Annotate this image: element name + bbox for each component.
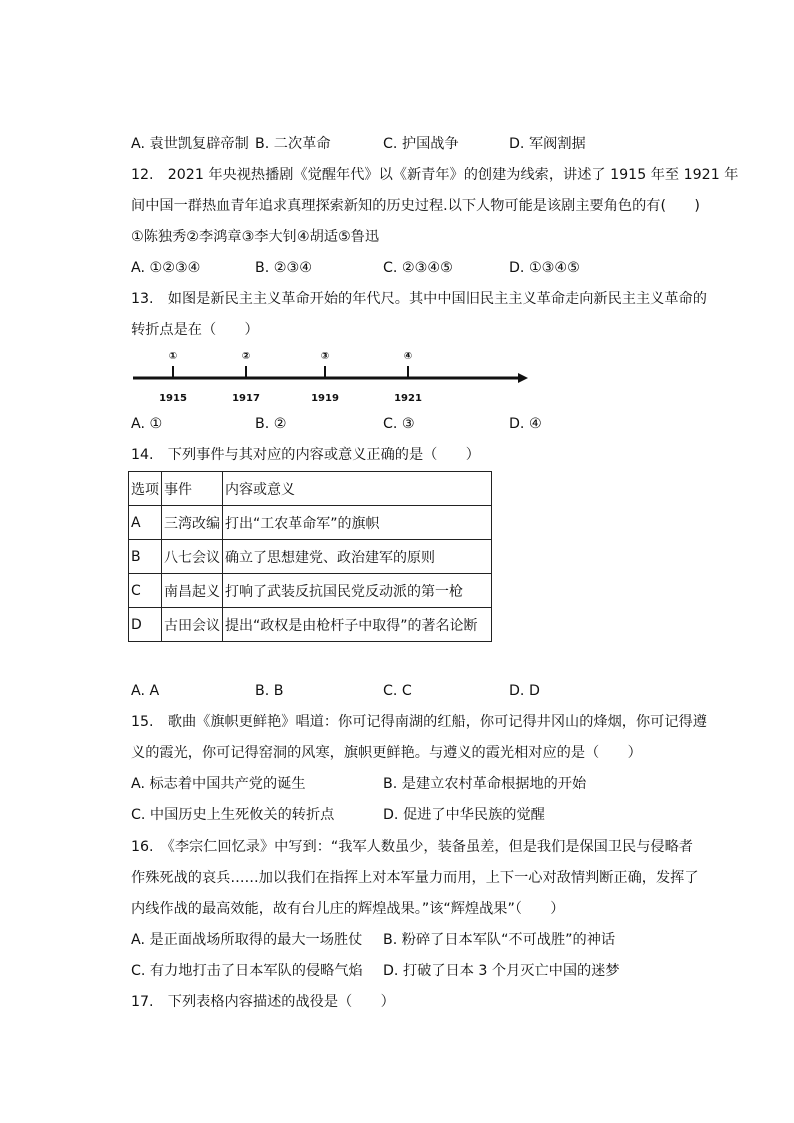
table-cell: B [129,540,162,574]
table-cell: 八七会议 [162,540,223,574]
q15-option-a: A. 标志着中国共产党的诞生 [131,776,306,792]
timeline-year-label: 1917 [232,393,260,404]
table-cell: C [129,574,162,608]
q12-option-d: D. ①③④⑤ [509,260,580,276]
q13-option-c: C. ③ [383,416,415,432]
timeline-figure [128,343,538,405]
q15-stem-line1: 15. 歌曲《旗帜更鲜艳》唱道：你可记得南湖的红船，你可记得井冈山的烽烟，你可记得遵 [131,714,707,730]
q15-option-d: D. 促进了中华民族的觉醒 [383,807,545,823]
q16-option-d: D. 打破了日本 3 个月灭亡中国的迷梦 [383,963,620,979]
q14-option-a: A. A [131,683,160,699]
timeline-arrow-icon [518,373,528,383]
table-cell: 三湾改编 [162,506,223,540]
table-cell: A [129,506,162,540]
q15-option-b: B. 是建立农村革命根据地的开始 [383,776,587,792]
q12-stem-line1: 12. 2021 年央视热播剧《觉醒年代》以《新青年》的创建为线索，讲述了 1915 年至 1921 年 [131,167,739,183]
q11-option-b: B. 二次革命 [255,136,331,152]
table-row [129,574,492,608]
q16-stem-line2: 作殊死战的哀兵……加以我们在指挥上对本军量力而用，上下一心对敌情判断正确，发挥了 [131,870,699,886]
table-cell: 确立了思想建党、政治建军的原则 [223,540,492,574]
table-header-row [129,472,492,506]
q11-option-d: D. 军阀割据 [509,136,586,152]
q11-option-a: A. 袁世凯复辟帝制 [131,136,249,152]
q13-option-a: A. ① [131,416,163,432]
q13-option-d: D. ④ [509,416,542,432]
q15-stem-line2: 义的霞光，你可记得窑洞的风寒，旗帜更鲜艳。与遵义的霞光相对应的是（ ） [131,745,642,761]
table-cell: 提出“政权是由枪杆子中取得”的著名论断 [223,608,492,642]
q12-option-b: B. ②③④ [255,260,312,276]
q12-stem-line2: 间中国一群热血青年追求真理探索新知的历史过程.以下人物可能是该剧主要角色的有( ) [131,198,700,214]
table-header-cell: 事件 [162,472,223,506]
q14-stem: 14. 下列事件与其对应的内容或意义正确的是（ ） [131,447,480,463]
timeline-year-label: 1921 [394,393,422,404]
q16-stem-line1: 16. 《李宗仁回忆录》中写到：“我军人数虽少，装备虽差，但是我们是保国卫民与侵略者 [131,839,693,855]
q14-option-b: B. B [255,683,284,699]
q12-stem-line3: ①陈独秀②李鸿章③李大钊④胡适⑤鲁迅 [131,229,380,245]
q14-table [128,471,492,642]
q15-option-c: C. 中国历史上生死攸关的转折点 [131,807,335,823]
q11-option-c: C. 护国战争 [383,136,459,152]
timeline-year-label: 1919 [311,393,339,404]
q16-option-b: B. 粉碎了日本军队“不可战胜”的神话 [383,932,616,948]
q14-option-c: C. C [383,683,412,699]
q12-option-c: C. ②③④⑤ [383,260,453,276]
timeline-marker: ③ [320,351,330,362]
q16-option-c: C. 有力地打击了日本军队的侵略气焰 [131,963,363,979]
q13-option-b: B. ② [255,416,287,432]
table-header-cell: 选项 [129,472,162,506]
q16-stem-line3: 内线作战的最高效能，故有台儿庄的辉煌战果。”该“辉煌战果”（ ） [131,901,565,917]
q16-option-a: A. 是正面战场所取得的最大一场胜仗 [131,932,363,948]
timeline-year-label: 1915 [159,393,187,404]
table-row [129,608,492,642]
timeline-marker: ① [168,351,178,362]
table-cell: D [129,608,162,642]
q14-option-d: D. D [509,683,540,699]
q13-stem-line2: 转折点是在（ ） [131,322,259,338]
timeline-marker: ② [241,351,251,362]
timeline-marker: ④ [403,351,413,362]
table-cell: 打响了武装反抗国民党反动派的第一枪 [223,574,492,608]
table-header-cell: 内容或意义 [223,472,492,506]
table-cell: 南昌起义 [162,574,223,608]
table-row [129,540,492,574]
table-cell: 古田会议 [162,608,223,642]
table-row [129,506,492,540]
table-cell: 打出“工农革命军”的旗帜 [223,506,492,540]
q13-stem-line1: 13. 如图是新民主主义革命开始的年代尺。其中中国旧民主主义革命走向新民主主义革命的 [131,291,707,307]
q12-option-a: A. ①②③④ [131,260,201,276]
q17-stem: 17. 下列表格内容描述的战役是（ ） [131,994,395,1010]
